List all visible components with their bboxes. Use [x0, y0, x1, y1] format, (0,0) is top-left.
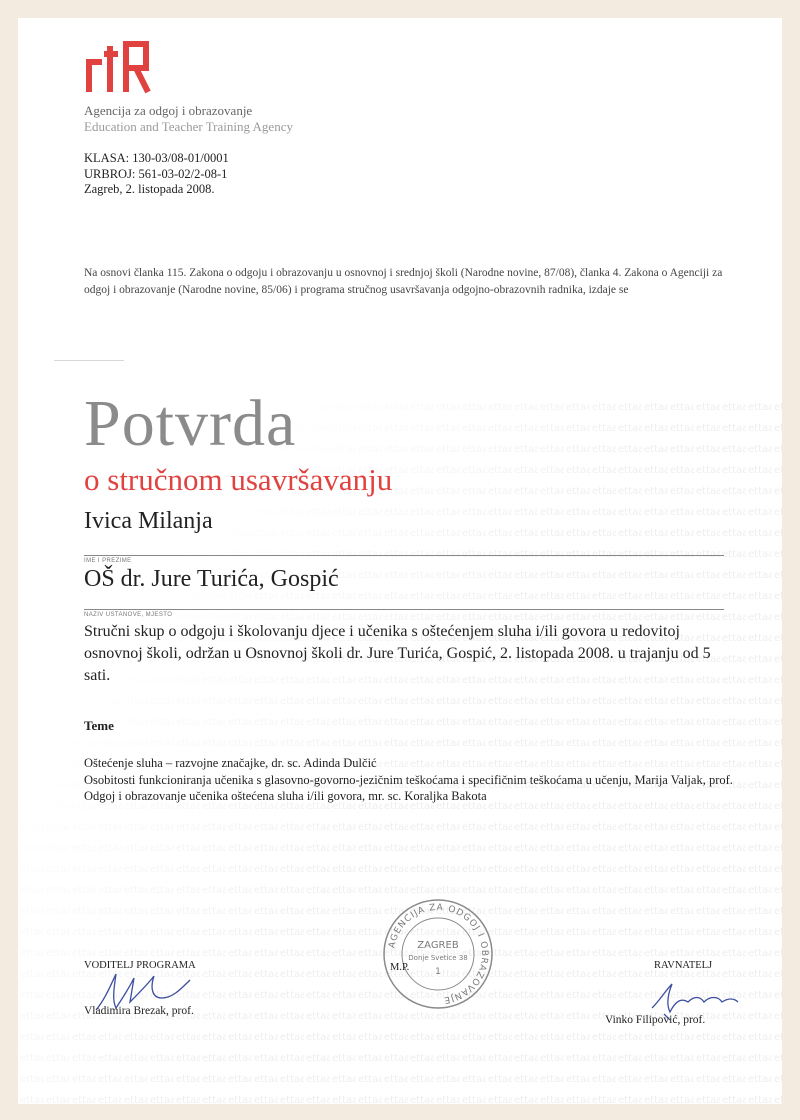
- institution-caption: NAZIV USTANOVE, MJESTO: [84, 612, 173, 618]
- list-item: Osobitosti funkcioniranja učenika s glasovno-govorno-jezičnim teškoćama i specifičnim teškoćama u učenju, Marija Valjak, prof.: [84, 772, 733, 787]
- institution: OŠ dr. Jure Turića, Gospić: [84, 566, 339, 592]
- divider: [54, 360, 124, 361]
- list-item: Odgoj i obrazovanje učenika oštećena sluha i/ili govora, mr. sc. Koraljka Bakota: [84, 789, 487, 803]
- place-date: Zagreb, 2. listopada 2008.: [84, 182, 215, 196]
- director-name: Vinko Filipović, prof.: [605, 1014, 706, 1026]
- stamp-city: ZAGREB: [417, 940, 459, 951]
- stamp-ring-text: AGENCIJA ZA ODGOJ I OBRAZOVANJE: [387, 902, 490, 1005]
- institution-underline: [84, 609, 724, 610]
- certificate-title: Potvrda: [84, 387, 297, 460]
- list-item: Oštećenje sluha – razvojne značajke, dr. sc. Adinda Dulčić: [84, 756, 377, 770]
- official-stamp: [382, 898, 494, 1010]
- urbroj: URBROJ: 561-03-02/2-08-1: [84, 166, 228, 181]
- agency-name-en: Education and Teacher Training Agency: [84, 119, 293, 134]
- agency-name: [84, 103, 293, 135]
- agency-name-hr: Agencija za odgoj i obrazovanje: [84, 103, 253, 118]
- name-caption: IME I PREZIME: [84, 558, 132, 564]
- director-label: RAVNATELJ: [654, 960, 713, 971]
- program-lead-name: Vladimira Brezak, prof.: [84, 1005, 194, 1017]
- themes-list: [84, 755, 744, 805]
- stamp-number: 1: [435, 967, 441, 977]
- name-underline: [84, 555, 724, 556]
- event-description: Stručni skup o odgoju i školovanju djece i učenika s oštećenjem sluha i/ili govora u redovitoj osnovnoj školi, održan u Osnovnoj školi dr. Jure Turića, Gospić, 2. listopada 2008. u trajanju od 5 sati.: [84, 623, 711, 684]
- certificate-subtitle: o stručnom usavršavanju: [84, 462, 393, 497]
- program-lead-label: VODITELJ PROGRAMA: [84, 960, 196, 971]
- agency-logo: [84, 40, 154, 94]
- klasa: KLASA: 130-03/08-01/0001: [84, 151, 229, 165]
- seal-label: M.P.: [390, 962, 410, 973]
- stamp-street: Donje Svetice 38: [408, 954, 468, 962]
- legal-basis: Na osnovi članka 115. Zakona o odgoju i obrazovanju u osnovnoj i srednjoj školi (Narodne novine, 87/08), članka 4. Zakona o Agenciji za odgoj i obrazovanje (Narodne novine, 85/06) i programa stručnog usavršavanja odgojno-obrazovnih radnika, izdaje se: [84, 267, 723, 296]
- recipient-name: Ivica Milanja: [84, 508, 213, 534]
- document-meta: [84, 151, 229, 198]
- certificate-page: [18, 18, 782, 1104]
- themes-heading: Teme: [84, 718, 114, 733]
